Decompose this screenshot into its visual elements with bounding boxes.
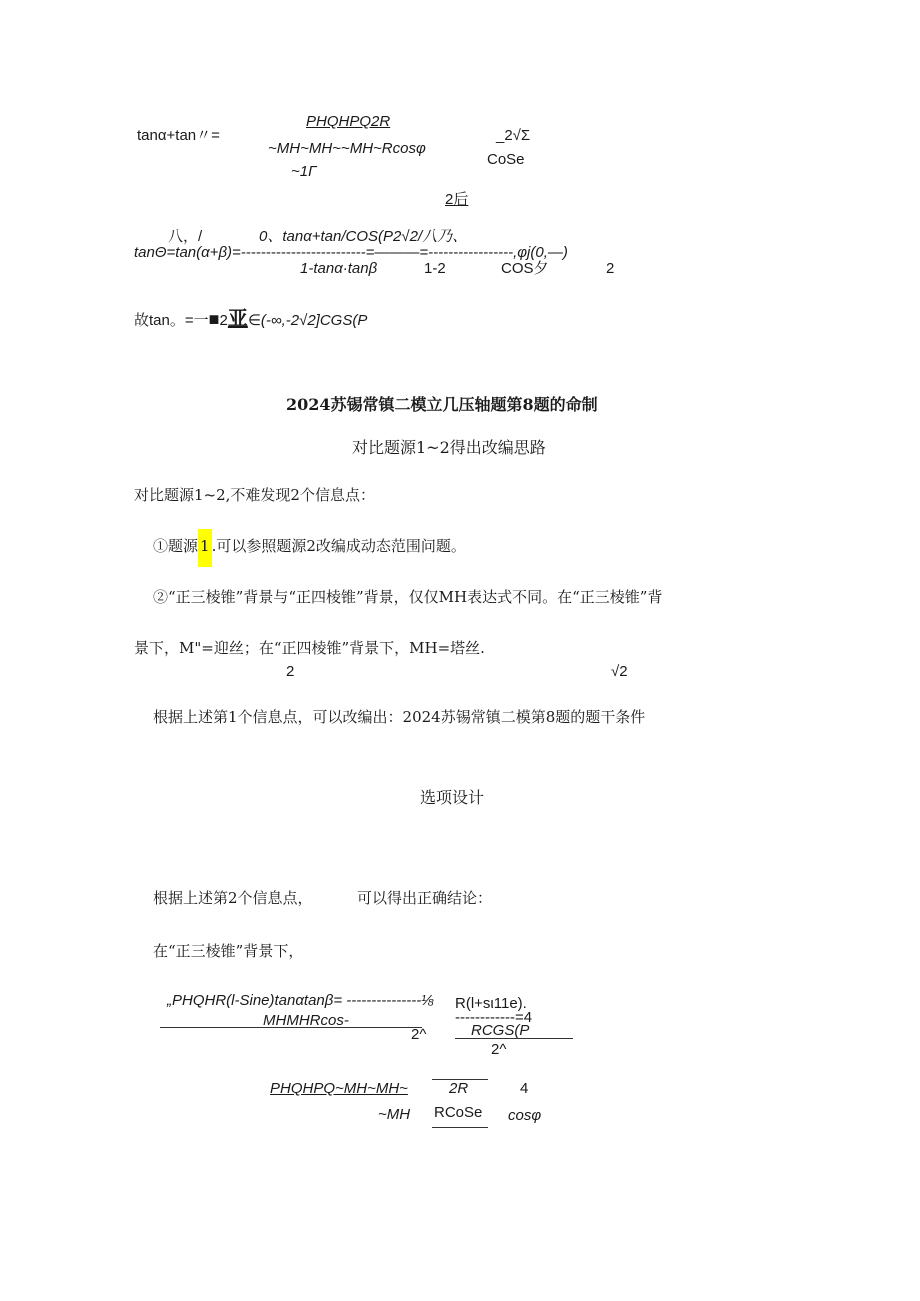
eq4-bot-right: RCGS(P — [471, 1022, 530, 1039]
eq5-left: PHQHPQ~MH~MH~ — [270, 1080, 408, 1097]
paragraph-4-sub-1: 2 — [286, 663, 295, 680]
eq2-den-a: 1-tanα·tanβ — [300, 260, 378, 277]
paragraph-4-sub-2: √2 — [611, 663, 628, 680]
paragraph-2 — [153, 537, 466, 555]
eq5-sub-left: ~MH — [378, 1106, 411, 1123]
paragraph-6b: 可以得出正确结论： — [357, 889, 493, 907]
eq5-frac-num: 2R — [449, 1080, 469, 1097]
eq4-top: „PHQHR(l-Sine)tanαtanβ= ---------------⅛ — [167, 992, 434, 1009]
heading-sub: 对比题源1~2得出改编思路 — [352, 438, 546, 457]
eq1-right-bottom: CoSe — [487, 151, 525, 168]
eq1-subscript: ~1Γ — [291, 163, 317, 180]
eq1-right-top: _2√Σ — [496, 127, 531, 144]
eq2-top-a: 八，/ — [168, 228, 203, 245]
eq4-rule-right — [455, 1038, 573, 1039]
eq3-line — [134, 310, 367, 330]
paragraph-1: 对比题源1~2,不难发现2个信息点： — [134, 486, 375, 504]
eq2-main: tanΘ=tan(α+β)=-------------------------=———=-----------------,φj(0,—) — [134, 244, 568, 261]
paragraph-7: 在“正三棱锥”背景下， — [153, 942, 304, 960]
heading-options: 选项设计 — [420, 788, 485, 807]
paragraph-5: 根据上述第1个信息点，可以改编出：2024苏锡常镇二模第8题的题干条件 — [153, 708, 646, 726]
eq5-sub-right: cosφ — [508, 1107, 542, 1124]
paragraph-4: 景下，M"=迎丝；在“正四棱锥”背景下，MH=塔丝. — [134, 639, 485, 657]
eq4-top-right: R(l+sι11e). — [455, 995, 527, 1012]
heading-main: 2024苏锡常镇二模立几压轴题第8题的命制 — [286, 395, 598, 414]
eq1-numerator: PHQHPQ2R — [306, 113, 391, 130]
eq4-mid-sub: 2^ — [411, 1026, 427, 1043]
eq2-den-c: COS夕 — [501, 260, 549, 277]
eq4-mid-left: MHMHRcos- — [263, 1012, 349, 1029]
paragraph-2-a: ①题源 — [153, 537, 199, 555]
eq1-denominator: ~MH~MH~~MH~Rcosφ — [268, 140, 426, 157]
square-glyph: ■ — [208, 309, 220, 329]
paragraph-6a: 根据上述第2个信息点， — [153, 889, 313, 907]
eq5-rule-bottom — [432, 1127, 488, 1128]
eq4-bot-sub: 2^ — [491, 1041, 507, 1058]
eq2-top-b: 0、tanα+tan/COS(P2√2/八乃、 — [259, 228, 468, 245]
eq3-mid: 2 — [219, 312, 228, 329]
eq2-den-d: 2 — [606, 260, 615, 277]
eq3-glyph: 亚 — [227, 308, 248, 330]
eq4-mid-right: ------------=4 — [455, 1009, 533, 1026]
eq2-den-b: 1-2 — [424, 260, 446, 277]
eq1-lhs: tanα+tan〃= — [137, 127, 220, 144]
highlight-mark: 1 — [198, 529, 212, 567]
eq3-prefix: 故tan。=一 — [134, 312, 209, 329]
paragraph-2-b: .可以参照题源2改编成动态范围问题。 — [211, 537, 466, 555]
eq3-tail: ∈(-∞,-2√2]CGS(P — [247, 312, 368, 329]
paragraph-3: ②“正三棱锥”背景与“正四棱锥”背景，仅仅MH表达式不同。在“正三棱锥”背 — [153, 588, 663, 606]
eq5-frac-den: RCoSe — [434, 1104, 483, 1121]
eq5-val: 4 — [520, 1080, 529, 1097]
eq1-center: 2后 — [445, 191, 469, 208]
